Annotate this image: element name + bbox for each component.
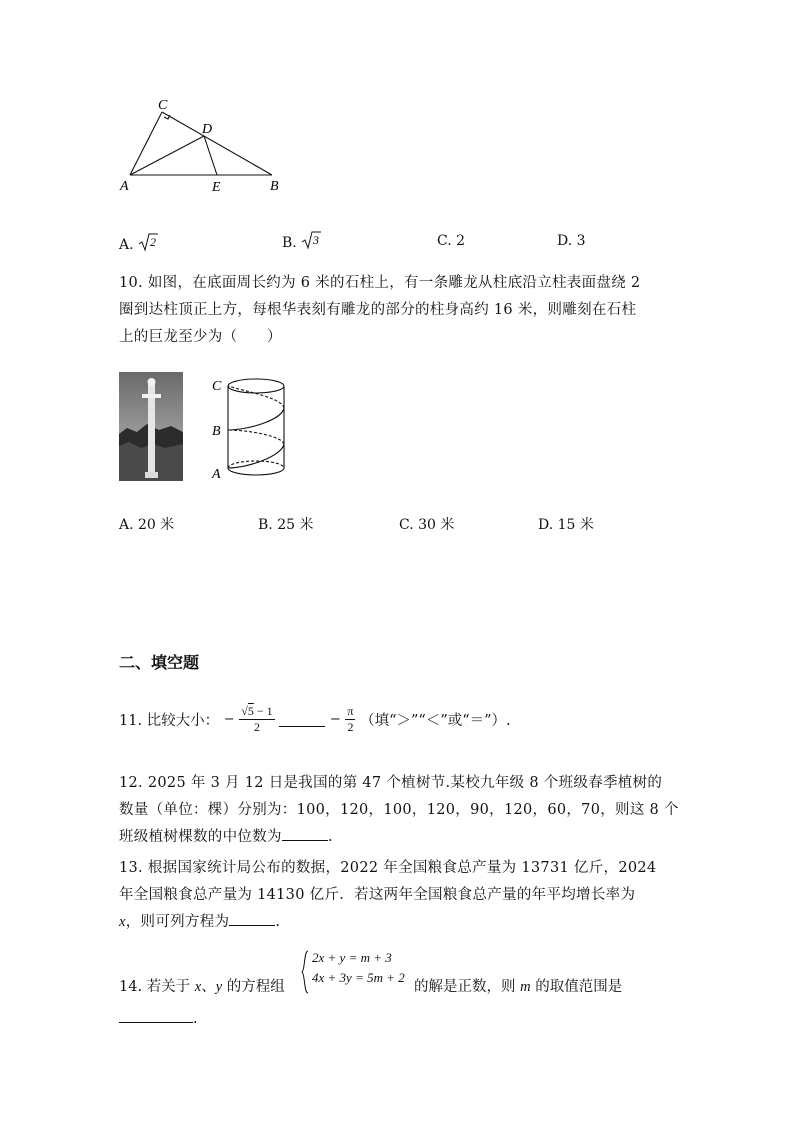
segment-ac <box>130 112 162 175</box>
equation-system <box>312 948 405 988</box>
cyl-label-a: A <box>212 467 221 482</box>
q13-line-1: 13. 根据国家统计局公布的数据，2022 年全国粮食总产量为 13731 亿斤，2024 <box>119 860 657 876</box>
q11-minus-1: − <box>223 712 235 727</box>
q9-option-c[interactable]: C. 2 <box>437 233 466 249</box>
q11-suffix: （填“＞”“＜”或“＝”）. <box>360 713 511 729</box>
q10-option-a[interactable]: A. 20 米 <box>119 517 175 533</box>
segment-cb <box>162 112 272 175</box>
q12-answer-blank[interactable] <box>282 826 328 841</box>
segment-ad <box>130 136 204 175</box>
q13-answer-blank[interactable] <box>229 911 275 926</box>
question-14-line-2: . <box>119 1008 198 1027</box>
q10-line-2: 圈到达柱顶正上方，每根华表刻有雕龙的部分的柱身高约 16 米，则雕刻在石柱 <box>119 302 637 318</box>
label-e: E <box>212 180 221 195</box>
question-13: 13. 根据国家统计局公布的数据，2022 年全国粮食总产量为 13731 亿斤，2024 年全国粮食总产量为 14130 亿斤．若这两年全国粮食总产量的年平均增长率为 x，则可列方程为 . <box>119 855 679 936</box>
q13-line-3: ，则可列方程为 <box>125 914 230 930</box>
question-11 <box>119 704 511 735</box>
sqrt-symbol-icon <box>138 232 158 252</box>
q10-line-1: 10. 如图，在底面周长约为 6 米的石柱上，有一条雕龙从柱底沿立柱表面盘绕 2 <box>119 275 641 291</box>
q14-var-x: x <box>194 979 202 995</box>
helix-front-1 <box>228 444 284 468</box>
q12-line-1: 12. 2025 年 3 月 12 日是我国的第 47 个植树节.某校九年级 8 个班级春季植树的 <box>119 775 663 791</box>
q12-line-3: 班级植树棵数的中位数为 <box>119 829 282 845</box>
q11-fraction-1: $\frac{√5 - 1}{2}$ <box>241 704 273 734</box>
pillar-photo <box>119 372 183 481</box>
question-12: 12. 2025 年 3 月 12 日是我国的第 47 个植树节.某校九年级 8 个班级春季植树的 数量（单位：棵）分别为：100，120，100，120，90，120，60，70，则这 8 个 班级植树棵数的中位数为 . <box>119 770 679 851</box>
cylinder-top <box>228 379 284 393</box>
svg-text:2: 2 <box>150 235 157 249</box>
svg-text:3: 3 <box>313 233 320 247</box>
q10-option-b[interactable]: B. 25 米 <box>258 517 314 533</box>
q14-answer-blank[interactable] <box>119 1008 193 1023</box>
q14-var-m: m <box>520 979 531 995</box>
question-14-line-1: 14. 若关于 x、y 的方程组 <box>119 979 285 995</box>
sqrt-symbol-icon <box>301 230 321 250</box>
cylinder-figure <box>208 372 298 484</box>
question-10 <box>119 270 679 351</box>
q11-prefix: 11. 比较大小： <box>119 713 220 729</box>
cyl-label-c: C <box>212 379 222 394</box>
q14-var-y: y <box>215 979 223 995</box>
q11-minus-2: − <box>329 712 341 727</box>
label-c: C <box>158 98 168 113</box>
q9-option-d[interactable]: D. 3 <box>557 233 586 249</box>
q13-line-2: 年全国粮食总产量为 14130 亿斤．若这两年全国粮食总产量的年平均增长率为 <box>119 887 636 903</box>
sqrt-symbol-icon: √ <box>241 704 248 718</box>
q11-fraction-2: $\frac{\pi}{2}$ <box>347 704 354 734</box>
question-14-line-1-end: 的解是正数，则 m 的取值范围是 <box>414 979 623 995</box>
triangle-figure <box>115 95 295 195</box>
right-angle-mark <box>164 115 170 119</box>
q13-var-x: x <box>119 914 126 930</box>
q10-option-d[interactable]: D. 15 米 <box>538 517 594 533</box>
cylinder-bottom-front <box>228 468 284 475</box>
equation-2: 4x + 3y = 5m + 2 <box>312 970 405 985</box>
q9-option-a[interactable]: A. 2 <box>119 232 158 253</box>
brace-symbol-icon <box>301 950 309 994</box>
cyl-label-b: B <box>212 424 221 439</box>
helix-front-2 <box>228 408 284 430</box>
cylinder-bottom-back <box>228 461 284 468</box>
equation-1: 2x + y = m + 3 <box>312 950 392 965</box>
q11-answer-blank[interactable] <box>279 712 325 727</box>
label-a: A <box>120 179 129 194</box>
q10-option-c[interactable]: C. 30 米 <box>399 517 455 533</box>
q12-line-2: 数量（单位：棵）分别为：100，120，100，120，90，120，60，70，则这 8 个 <box>119 802 679 818</box>
q9-option-b[interactable]: B. 3 <box>282 230 321 251</box>
helix-back-2 <box>228 386 284 408</box>
q10-line-3: 上的巨龙至少为（ ） <box>119 329 282 345</box>
label-d: D <box>202 122 213 137</box>
section-title: 二、填空题 <box>119 653 200 672</box>
helix-back-1 <box>228 430 284 444</box>
label-b: B <box>270 179 279 194</box>
